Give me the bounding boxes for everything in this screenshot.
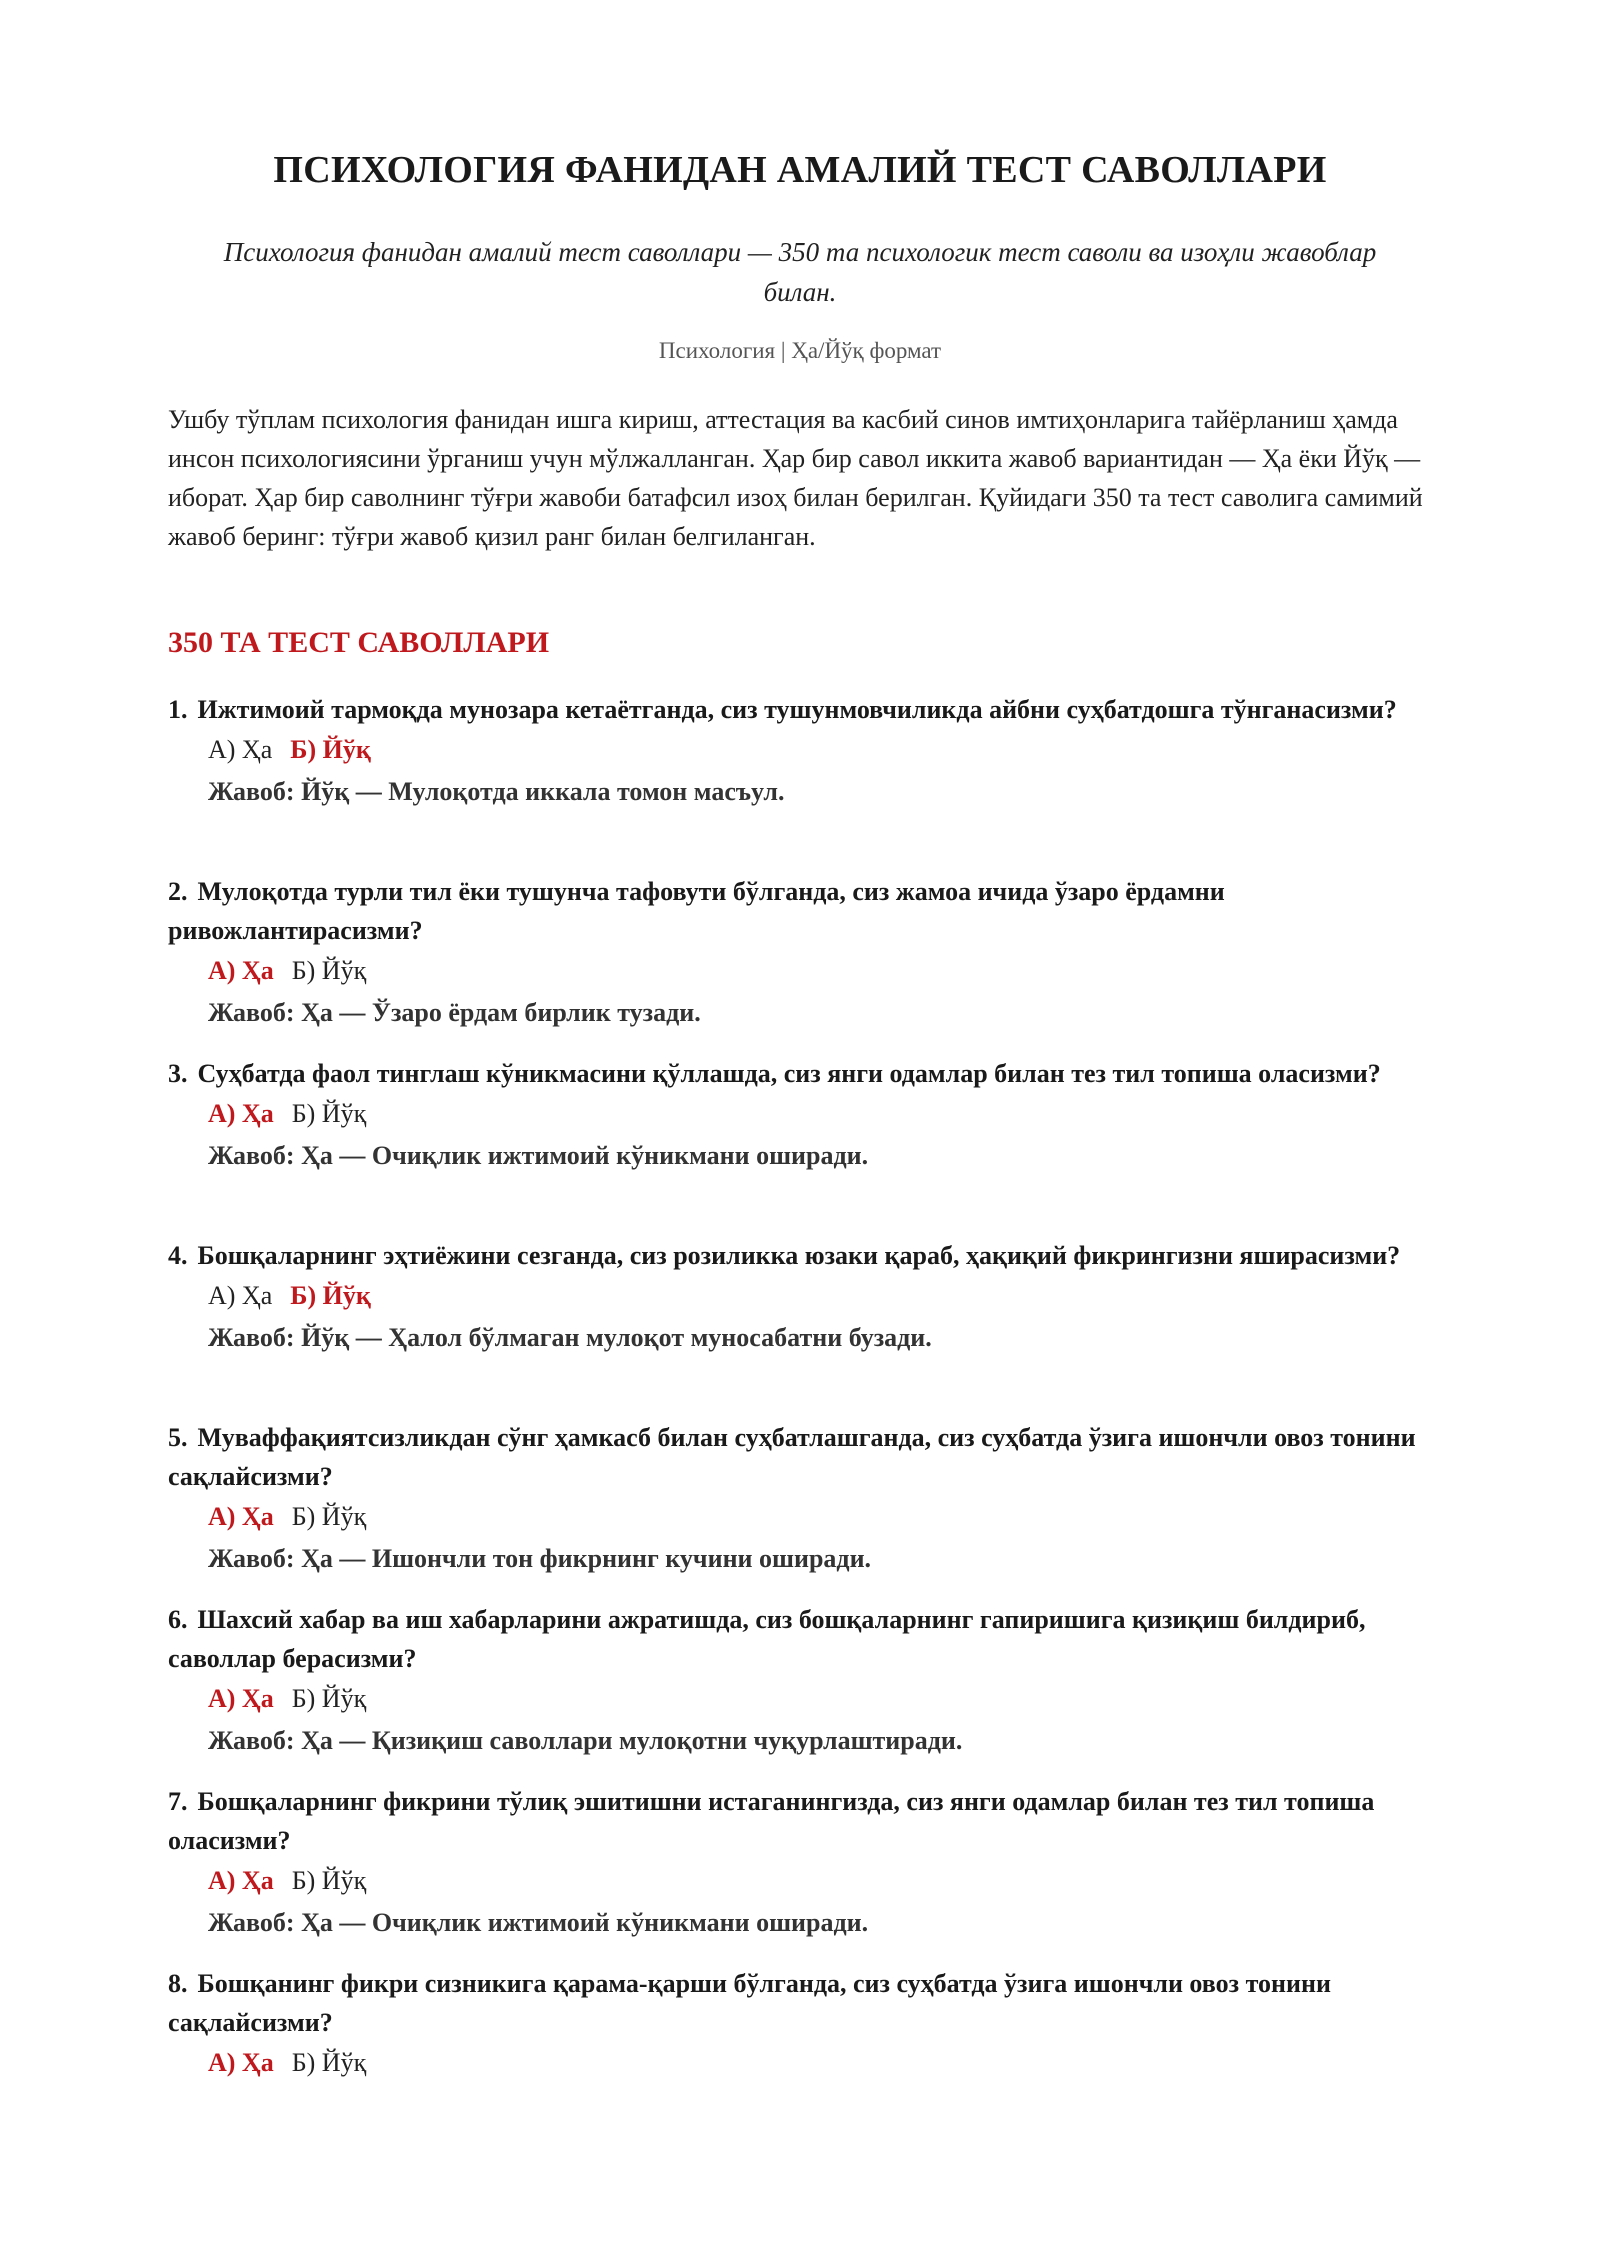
question-text bbox=[168, 1418, 1432, 1496]
question-number: 4. bbox=[168, 1241, 188, 1270]
answer-explanation: Жавоб: Йўқ — Мулоқотда иккала томон масъул. bbox=[208, 777, 785, 806]
question-body: Мулоқотда турли тил ёки тушунча тафовути бўлганда, сиз жамоа ичида ўзаро ёрдамни ривожлантирасизми? bbox=[168, 877, 1225, 945]
question-item bbox=[168, 1418, 1432, 1600]
question-text bbox=[168, 872, 1432, 950]
option-b[interactable]: Б) Йўқ bbox=[291, 956, 367, 985]
option-a[interactable]: А) Ҳа bbox=[208, 735, 273, 764]
option-a[interactable]: А) Ҳа bbox=[208, 2048, 274, 2077]
intro-paragraph: Ушбу тўплам психология фанидан ишга кириш, аттестация ва касбий синов имтиҳонларига тайёрланиш ҳамда инсон психологиясини ўрганиш учун мўлжалланган. Ҳар бир савол иккита жавоб вариантидан — Ҳа ёки Йўқ — иборат. Ҳар бир саволнинг тўғри жавоби батафсил изоҳ билан берилган. Қуйидаги 350 та тест саволига самимий жавоб беринг: тўғри жавоб қизил ранг билан белгиланган. bbox=[168, 405, 1423, 551]
option-a[interactable]: А) Ҳа bbox=[208, 1684, 274, 1713]
question-number: 5. bbox=[168, 1423, 188, 1452]
option-a[interactable]: А) Ҳа bbox=[208, 956, 274, 985]
question-body: Бошқаларнинг эҳтиёжини сезганда, сиз розиликка юзаки қараб, ҳақиқий фикрингизни яширасизми? bbox=[197, 1241, 1401, 1270]
question-number: 1. bbox=[168, 695, 188, 724]
question-number: 8. bbox=[168, 1969, 188, 1998]
answer-explanation: Жавоб: Ҳа — Ўзаро ёрдам бирлик тузади. bbox=[208, 998, 701, 1027]
answer-explanation: Жавоб: Ҳа — Очиқлик ижтимоий кўникмани оширади. bbox=[208, 1141, 869, 1170]
question-item bbox=[168, 1236, 1432, 1418]
option-b[interactable]: Б) Йўқ bbox=[290, 1281, 371, 1310]
question-item bbox=[168, 872, 1432, 1054]
question-body: Ижтимоий тармоқда мунозара кетаётганда, сиз тушунмовчиликда айбни суҳбатдошга тўнганасизми? bbox=[197, 695, 1397, 724]
question-number: 3. bbox=[168, 1059, 188, 1088]
section-heading: 350 ТА ТЕСТ САВОЛЛАРИ bbox=[168, 626, 550, 659]
question-item bbox=[168, 1054, 1432, 1236]
question-number: 2. bbox=[168, 877, 188, 906]
answer-explanation: Жавоб: Ҳа — Қизиқиш саволлари мулоқотни чуқурлаштиради. bbox=[208, 1726, 963, 1755]
question-item bbox=[168, 1782, 1432, 1964]
answer-options bbox=[168, 950, 1432, 992]
option-a[interactable]: А) Ҳа bbox=[208, 1281, 273, 1310]
option-b[interactable]: Б) Йўқ bbox=[290, 735, 371, 764]
question-number: 7. bbox=[168, 1787, 188, 1816]
question-body: Муваффақиятсизликдан сўнг ҳамкасб билан суҳбатлашганда, сиз суҳбатда ўзига ишончли овоз тонини сақлайсизми? bbox=[168, 1423, 1416, 1491]
answer-explanation: Жавоб: Ҳа — Ишончли тон фикрнинг кучини оширади. bbox=[208, 1544, 872, 1573]
option-b[interactable]: Б) Йўқ bbox=[291, 1502, 367, 1531]
question-body: Суҳбатда фаол тинглаш кўникмасини қўллашда, сиз янги одамлар билан тез тил топиша оласизми? bbox=[197, 1059, 1381, 1088]
option-b[interactable]: Б) Йўқ bbox=[291, 2048, 367, 2077]
answer-options bbox=[168, 1093, 1432, 1135]
question-text bbox=[168, 1782, 1432, 1860]
answer-options bbox=[168, 1275, 1432, 1317]
option-b[interactable]: Б) Йўқ bbox=[291, 1099, 367, 1128]
page-title: ПСИХОЛОГИЯ ФАНИДАН АМАЛИЙ ТЕСТ САВОЛЛАРИ bbox=[273, 149, 1327, 191]
question-item bbox=[168, 1600, 1432, 1782]
question-text bbox=[168, 690, 1432, 729]
category-meta: Психология | Ҳа/Йўқ формат bbox=[658, 338, 942, 363]
question-text bbox=[168, 1236, 1432, 1275]
question-text bbox=[168, 1054, 1432, 1093]
answer-explanation: Жавоб: Йўқ — Ҳалол бўлмаган мулоқот муносабатни бузади. bbox=[208, 1323, 932, 1352]
answer-options bbox=[168, 2042, 1432, 2084]
option-a[interactable]: А) Ҳа bbox=[208, 1866, 274, 1895]
answer-explanation: Жавоб: Ҳа — Очиқлик ижтимоий кўникмани оширади. bbox=[208, 1908, 869, 1937]
question-text bbox=[168, 1600, 1432, 1678]
question-body: Бошқанинг фикри сизникига қарама-қарши бўлганда, сиз суҳбатда ўзига ишончли овоз тонини сақлайсизми? bbox=[168, 1969, 1331, 2037]
question-body: Шахсий хабар ва иш хабарларини ажратишда, сиз бошқаларнинг гапиришига қизиқиш билдириб, саволлар берасизми? bbox=[168, 1605, 1366, 1673]
answer-options bbox=[168, 1860, 1432, 1902]
answer-options bbox=[168, 729, 1432, 771]
question-body: Бошқаларнинг фикрини тўлиқ эшитишни истаганингизда, сиз янги одамлар билан тез тил топиша оласизми? bbox=[168, 1787, 1375, 1855]
page-subtitle: Психология фанидан амалий тест саволлари — 350 та психологик тест саволи ва изоҳли жавоблар билан. bbox=[223, 237, 1377, 307]
question-item bbox=[168, 1964, 1432, 2146]
option-a[interactable]: А) Ҳа bbox=[208, 1502, 274, 1531]
answer-options bbox=[168, 1678, 1432, 1720]
question-number: 6. bbox=[168, 1605, 188, 1634]
option-b[interactable]: Б) Йўқ bbox=[291, 1866, 367, 1895]
answer-options bbox=[168, 1496, 1432, 1538]
option-b[interactable]: Б) Йўқ bbox=[291, 1684, 367, 1713]
question-text bbox=[168, 1964, 1432, 2042]
question-list bbox=[168, 690, 1432, 2146]
question-item bbox=[168, 690, 1432, 872]
option-a[interactable]: А) Ҳа bbox=[208, 1099, 274, 1128]
